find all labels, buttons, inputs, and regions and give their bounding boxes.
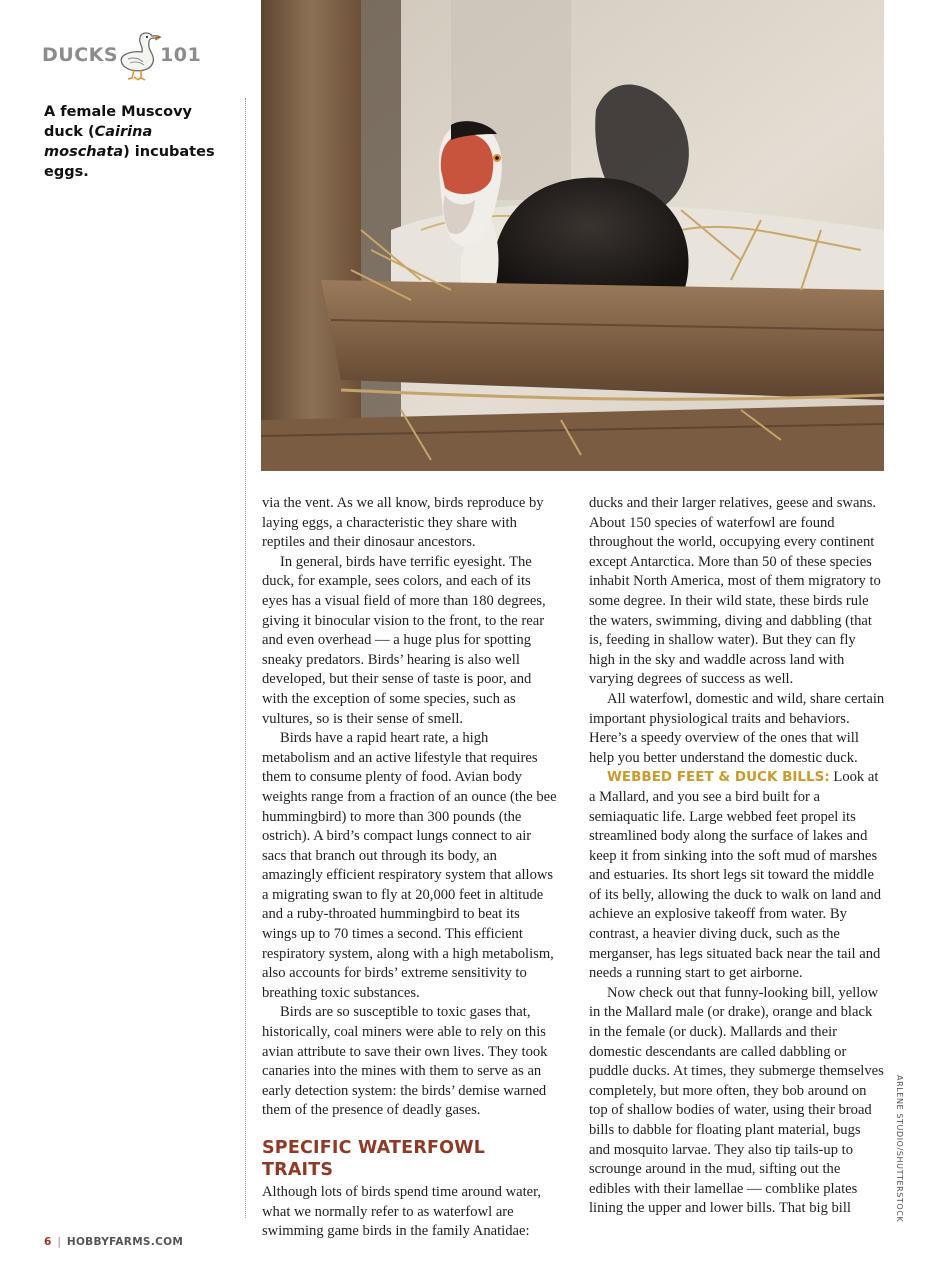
branding-ducks-word: DUCKS [42, 44, 119, 66]
caption-text-after: ) incubates eggs. [44, 144, 215, 180]
duck-icon [116, 27, 162, 83]
branding-101-word: 101 [160, 44, 202, 66]
column1-paragraph-5: Although lots of birds spend time around water, what we normally refer to as waterfowl are swimming game birds in the family Anatidae: [262, 1184, 542, 1240]
article-column-2 [589, 494, 885, 1219]
column2-paragraph-3 [589, 768, 885, 984]
column-divider [245, 98, 246, 1218]
section-heading: SPECIFIC WATERFOWL TRAITS [262, 1138, 486, 1180]
page-footer [44, 1236, 183, 1248]
subhead-webbed-feet: WEBBED FEET & DUCK BILLS: [607, 769, 830, 786]
page-number: 6 [44, 1236, 52, 1248]
column2-paragraph-2: All waterfowl, domestic and wild, share certain important physiological traits and behaviors. Here’s a speedy overview of the ones that will help you better understand the domestic duck. [589, 690, 885, 766]
footer-site-name: HOBBYFARMS.COM [66, 1236, 184, 1248]
article-column-1 [262, 494, 558, 1242]
column2-paragraph-4: Now check out that funny-looking bill, yellow in the Mallard male (or drake), orange and black in the female (or duck). Mallards and their domestic descendants are called dabbling or puddle ducks. At times, they submerge themselves completely, but more often, they bob around on top of shallow bodies of water, using their broad bills to dabble for floating plant material, bugs and mosquito larvae. They also tip tails-up to scrounge around in the mud, sifting out the edibles with their lamellae — comblike plates lining the upper and lower bills. That big bill [589, 984, 884, 1217]
photo-illustration [261, 0, 884, 471]
footer-separator: | [57, 1236, 61, 1248]
muscovy-duck-nest-photo [261, 0, 884, 471]
section-branding [42, 26, 202, 84]
column1-paragraph-1: via the vent. As we all know, birds reproduce by laying eggs, a characteristic they share with reptiles and their dinosaur ancestors. [262, 495, 544, 551]
caption-text-before: A female Muscovy duck ( [44, 104, 193, 140]
column1-paragraph-4: Birds are so susceptible to toxic gases that, historically, coal miners were able to rely on this avian attribute to save their own lives. They took canaries into the mines with them to serve as an early detection system: the birds’ demise warned them of the presence of deadly gases. [262, 1004, 548, 1119]
caption-species: Cairina moschata [44, 124, 153, 160]
column1-paragraph-2: In general, birds have terrific eyesight. The duck, for example, sees colors, and each of its eyes has a visual field of more than 180 degrees, giving it binocular vision to the front, to the rear and even overhead — a huge plus for spotting sneaky predators. Birds’ hearing is also well developed, but their sense of taste is poor, and with the exception of some species, such as vultures, so is their sense of smell. [262, 553, 546, 727]
column2-paragraph-3-text: Look at a Mallard, and you see a bird built for a semiaquatic life. Large webbed feet propel its streamlined body along the surface of lakes and keep it from sinking into the soft mud of marshes and estuaries. Its short legs sit toward the middle of its belly, allowing the duck to walk on land and achieve an explosive takeoff from water. By contrast, a heavier diving duck, such as the merganser, has legs situated back near the tail and needs a running start to get airborne. [589, 769, 882, 982]
photo-credit: ARLENE STUDIO/SHUTTERSTOCK [895, 1075, 904, 1223]
photo-caption [44, 102, 234, 182]
column1-paragraph-3: Birds have a rapid heart rate, a high metabolism and an active lifestyle that requires them to consume plenty of food. Avian body weights range from a fraction of an ounce (the bee hummingbird) to more than 300 pounds (the ostrich). A bird’s compact lungs connect to air sacs that branch out through its body, an amazingly efficient respiratory system that allows a migrating swan to fly at 20,000 feet in altitude and a ruby-throated hummingbird to beat its wings up to 70 times a second. This efficient respiratory system, along with a high metabolism, also accounts for birds’ extreme sensitivity to breathing toxic substances. [262, 730, 557, 1001]
column2-paragraph-1: ducks and their larger relatives, geese and swans. About 150 species of waterfowl are found throughout the world, occupying every continent except Antarctica. More than 50 of these species inhabit North America, most of them migratory to some degree. In their wild state, these birds rule the waters, swimming, diving and dabbling (that is, feeding in shallow water). But they can fly high in the sky and waddle across land with varying degrees of success as well. [589, 495, 881, 688]
